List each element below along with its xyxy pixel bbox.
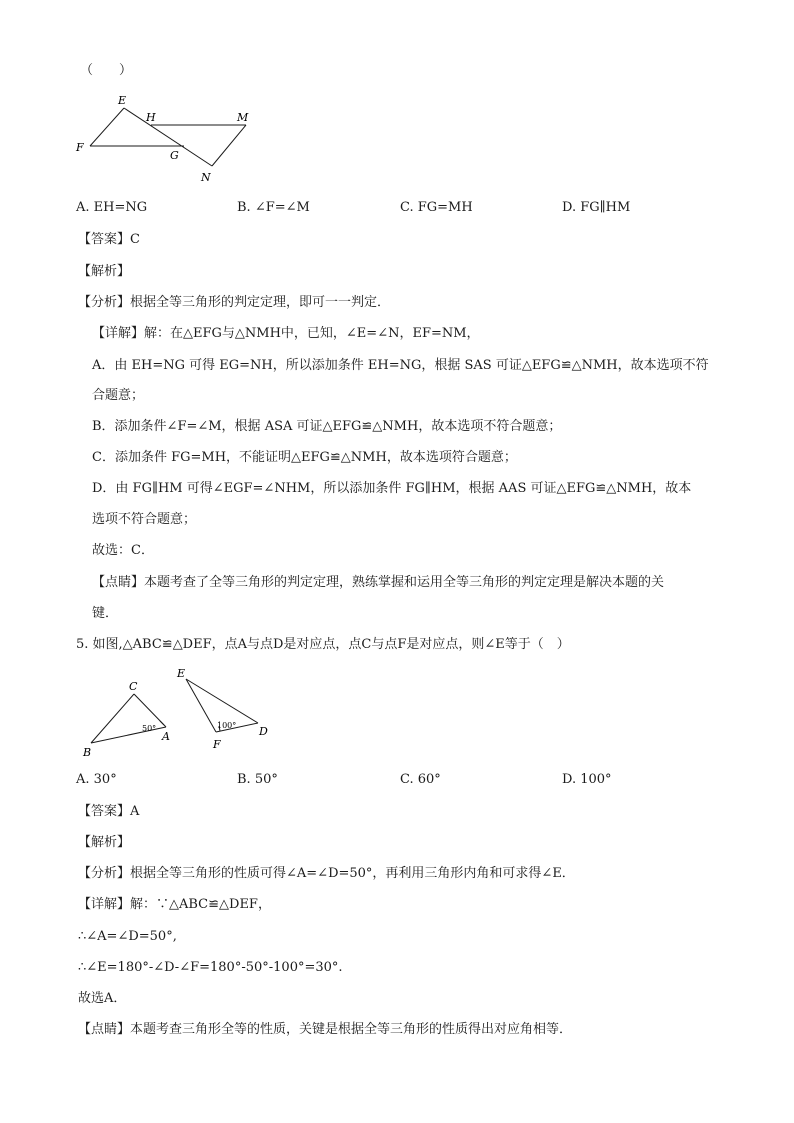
q5-option-d: D. 100° bbox=[562, 772, 612, 787]
q4-answer: 【答案】C bbox=[78, 232, 140, 247]
q4-label-g: G bbox=[170, 149, 179, 162]
q4-segment-en bbox=[124, 108, 212, 166]
q5-step-2: ∴∠E=180°-∠D-∠F=180°-50°-100°=30°. bbox=[78, 960, 343, 975]
q5-option-a: A. 30° bbox=[76, 772, 117, 787]
q5-label-d: D bbox=[259, 725, 268, 738]
q4-explain-a-line1: A．由 EH=NG 可得 EG=NH，所以添加条件 EH=NG，根据 SAS 可证△EFG≌△NMH，故本选项不符 bbox=[92, 358, 709, 373]
q4-label-f: F bbox=[76, 141, 84, 154]
q5-segment-ef bbox=[186, 679, 216, 732]
q5-stem: 5. 如图,△ABC≌△DEF，点A与点D是对应点，点C与点F是对应点，则∠E等于（ ） bbox=[76, 637, 570, 652]
q5-option-b: B. 50° bbox=[237, 772, 278, 787]
q4-label-n: N bbox=[201, 171, 211, 184]
q5-label-b: B bbox=[83, 746, 92, 759]
q4-explain-c: C．添加条件 FG=MH，不能证明△EFG≌△NMH，故本选项符合题意； bbox=[92, 450, 517, 465]
q4-explain-d-line2: 选项不符合题意； bbox=[92, 512, 197, 527]
q5-dianjing: 【点睛】本题考查三角形全等的性质，关键是根据全等三角形的性质得出对应角相等． bbox=[78, 1022, 573, 1037]
q4-answer-parenthesis: （ ） bbox=[80, 63, 133, 78]
q5-xiangjie: 【详解】解：∵△ABC≌△DEF， bbox=[78, 897, 271, 912]
q4-explain-b: B．添加条件∠F=∠M，根据 ASA 可证△EFG≌△NMH，故本选项不符合题意； bbox=[92, 419, 562, 434]
q4-segment-ef bbox=[90, 108, 124, 146]
q5-step-1: ∴∠A=∠D=50°, bbox=[78, 929, 177, 944]
q4-label-e: E bbox=[118, 94, 127, 107]
q5-label-f: F bbox=[213, 738, 221, 751]
q5-label-c: C bbox=[129, 680, 138, 693]
q5-angle-a-label: 50° bbox=[142, 724, 157, 733]
q4-option-a: A. EH=NG bbox=[76, 200, 148, 215]
q4-label-h: H bbox=[146, 111, 156, 124]
q5-angle-a-mark bbox=[160, 721, 164, 725]
q4-guxuan: 故选：C． bbox=[92, 543, 154, 558]
q5-guxuan: 故选A． bbox=[78, 991, 127, 1006]
q5-option-c: C. 60° bbox=[400, 772, 441, 787]
q4-analysis-heading: 【解析】 bbox=[78, 264, 131, 279]
q5-label-e: E bbox=[177, 667, 186, 680]
q4-label-m: M bbox=[237, 111, 249, 124]
q4-option-d: D. FG∥HM bbox=[562, 200, 631, 215]
q5-angle-f-label: 100° bbox=[217, 721, 237, 730]
q5-answer: 【答案】A bbox=[78, 804, 140, 819]
q4-explain-a-line2: 合题意； bbox=[92, 388, 145, 403]
q4-dianjing-line1: 【点睛】本题考查了全等三角形的判定定理，熟练掌握和运用全等三角形的判定定理是解决本题的关 bbox=[92, 575, 665, 590]
q5-fenxi: 【分析】根据全等三角形的性质可得∠A=∠D=50°，再利用三角形内角和可求得∠E． bbox=[78, 866, 575, 881]
q5-figure bbox=[76, 662, 276, 762]
q5-segment-de bbox=[186, 679, 258, 723]
q4-option-c: C. FG=MH bbox=[400, 200, 473, 215]
q4-option-b: B. ∠F=∠M bbox=[237, 200, 310, 215]
q4-fenxi: 【分析】根据全等三角形的判定定理，即可一一判定． bbox=[78, 295, 391, 310]
q4-xiangjie: 【详解】解：在△EFG与△NMH中，已知，∠E=∠N，EF=NM， bbox=[92, 326, 480, 341]
q4-segment-mn bbox=[212, 125, 246, 166]
q4-explain-d-line1: D．由 FG∥HM 可得∠EGF=∠NHM，所以添加条件 FG∥HM，根据 AAS 可证△EFG≌△NMH，故本 bbox=[92, 481, 692, 496]
q4-dianjing-line2: 键． bbox=[92, 606, 119, 621]
q5-label-a: A bbox=[162, 730, 170, 743]
q4-figure bbox=[70, 90, 270, 190]
q5-analysis-heading: 【解析】 bbox=[78, 835, 131, 850]
